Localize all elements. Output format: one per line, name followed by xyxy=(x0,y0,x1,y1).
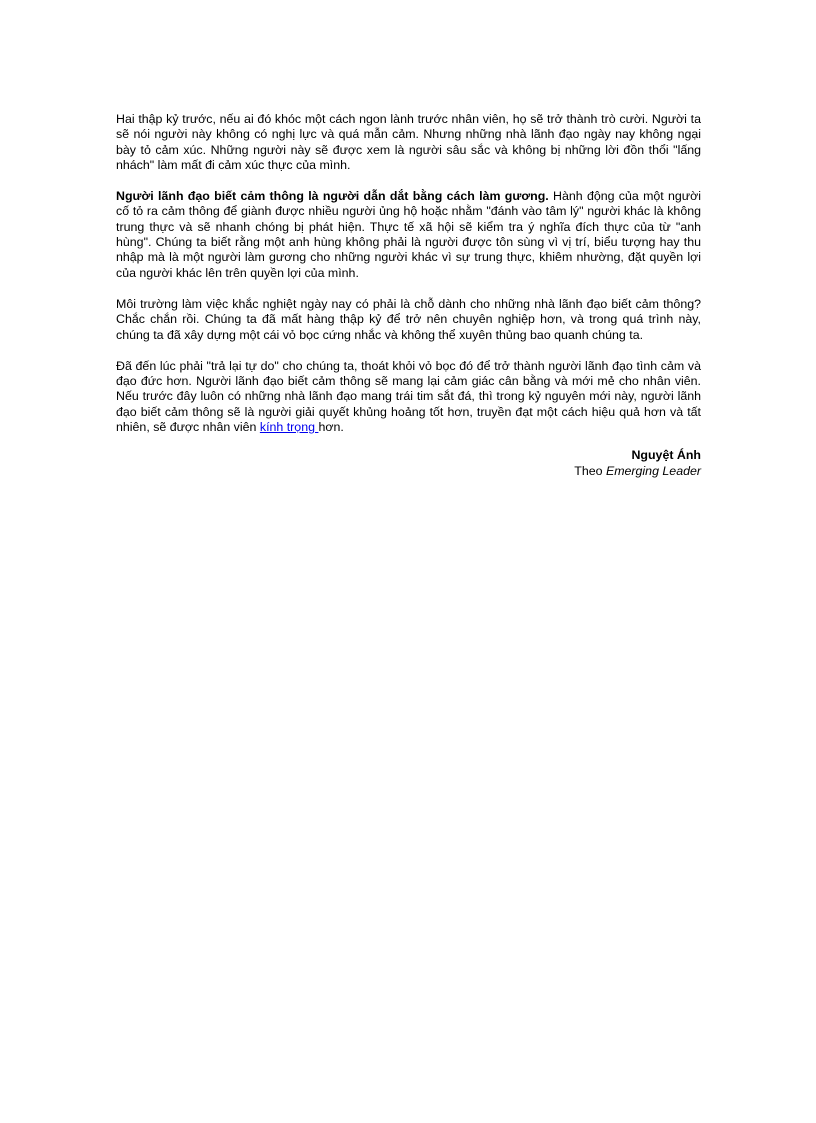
source-name: Emerging Leader xyxy=(605,463,701,478)
paragraph-1: Hai thập kỷ trước, nếu ai đó khóc một cách ngon lành trước nhân viên, họ sẽ trở thành trò cười. Người ta sẽ nói người này không có nghị lực và quá mẫn cảm. Nhưng những nhà lãnh đạo ngày nay không ngại bày tỏ cảm xúc. Những người này sẽ được xem là người sâu sắc và không bị những lời đồn thổi "lấng nhách" làm mất đi cảm xúc thực của mình. xyxy=(116,112,701,172)
respect-link[interactable]: kính trọng xyxy=(259,420,319,435)
source-line xyxy=(116,464,701,479)
paragraph-2-body: Hành động của một người cố tỏ ra cảm thông để giành được nhiều người ủng hộ hoặc nhằm "đánh vào tâm lý" người khác là không trung thực và sẽ nhanh chóng bị phát hiện. Thực tế xã hội sẽ kiểm tra ý nghĩa đích thực của từ "anh hùng". Chúng ta biết rằng một anh hùng không phải là người được tôn sùng vì vị trí, biểu tượng hay thu nhập mà là một người làm gương cho những người khác vì sự trung thực, khiêm nhường, đặt quyền lợi của người khác lên trên quyền lợi của mình. xyxy=(116,189,701,280)
article xyxy=(116,112,701,479)
author-name: Nguyệt Ánh xyxy=(631,448,701,463)
paragraph-4 xyxy=(116,359,701,435)
paragraph-2 xyxy=(116,189,701,281)
paragraph-3: Môi trường làm việc khắc nghiệt ngày nay có phải là chỗ dành cho những nhà lãnh đạo biết cảm thông? Chắc chắn rồi. Chúng ta đã mất hàng thập kỷ để trở nên chuyên nghiệp hơn, và trong quá trình này, chúng ta đã xây dựng một cái vỏ bọc cứng nhắc và không thể xuyên thủng bao quanh chúng ta. xyxy=(116,296,701,342)
paragraph-4-body: Đã đến lúc phải "trả lại tự do" cho chúng ta, thoát khỏi vỏ bọc đó để trở thành người lãnh đạo tình cảm và đạo đức hơn. Người lãnh đạo biết cảm thông sẽ mang lại cảm giác cân bằng và mới mẻ cho nhân viên. Nếu trước đây luôn có những nhà lãnh đạo mang trái tim sắt đá, thì trong kỷ nguyên mới này, người lãnh đạo biết cảm thông sẽ là người giải quyết khủng hoảng tốt hơn, truyền đạt một cách hiệu quả hơn và tất nhiên, sẽ được nhân viên xyxy=(116,358,701,435)
source-prefix: Theo xyxy=(574,463,606,478)
paragraph-4-tail: hơn. xyxy=(318,420,344,435)
paragraph-2-lead: Người lãnh đạo biết cảm thông là người dẫn dắt bằng cách làm gương. xyxy=(116,189,549,204)
signature xyxy=(116,448,701,479)
